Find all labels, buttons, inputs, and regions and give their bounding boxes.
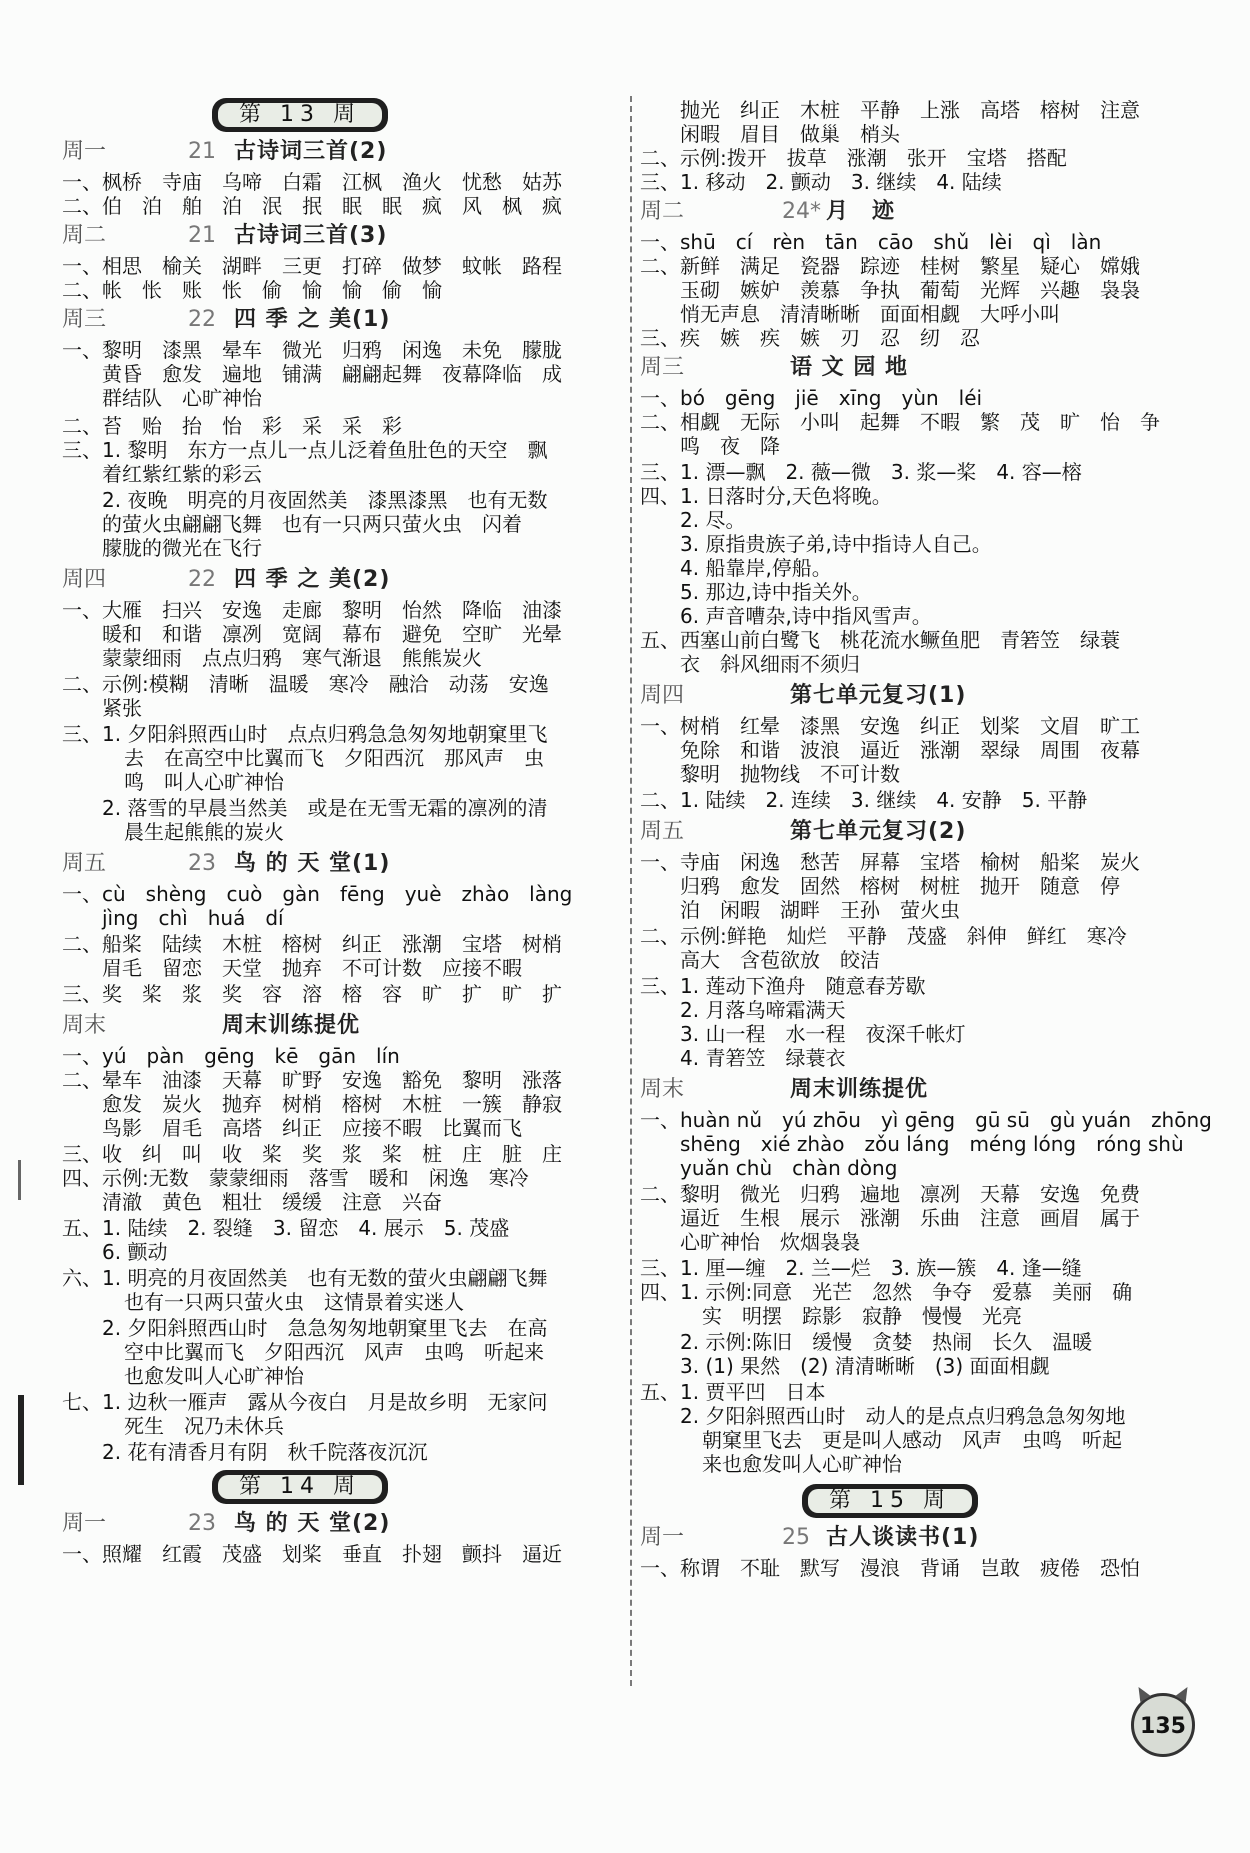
answer-line: 朦胧的微光在飞行 bbox=[102, 536, 262, 560]
answer-line: 三、1. 莲动下渔舟 随意春芳歇 bbox=[640, 974, 926, 998]
answer-line: 2. 月落乌啼霜满天 bbox=[680, 998, 846, 1022]
week-title: 第 13 周 bbox=[218, 103, 382, 127]
answer-line: 一、称谓 不耻 默写 漫浪 背诵 岂敢 疲倦 恐怕 bbox=[640, 1556, 1140, 1580]
answer-line: 二、伯 泊 舶 泊 泯 抿 眠 眠 疯 风 枫 疯 bbox=[62, 194, 562, 218]
answer-line: 悄无声息 清清晰晰 面面相觑 大呼小叫 bbox=[680, 302, 1060, 326]
answer-line: 实 明摆 踪影 寂静 慢慢 光亮 bbox=[702, 1304, 1022, 1328]
answer-line: 一、树梢 红晕 漆黑 安逸 纠正 划桨 文眉 旷工 bbox=[640, 714, 1140, 738]
day-name: 周五 bbox=[62, 851, 107, 876]
answer-line: 3. (1) 果然 (2) 清清晰晰 (3) 面面相觑 bbox=[680, 1354, 1050, 1378]
lesson-title: 第七单元复习(2) bbox=[790, 819, 967, 844]
answer-line: 一、yú pàn gēng kē gān lín bbox=[62, 1044, 400, 1068]
page-number-badge bbox=[1131, 1693, 1195, 1757]
answer-line: 玉砌 嫉妒 羡慕 争执 葡萄 光辉 兴趣 袅袅 bbox=[680, 278, 1140, 302]
lesson-title: 古人谈读书(1) bbox=[826, 1525, 980, 1550]
answer-line: jìng chì huá dí bbox=[102, 906, 284, 930]
answer-line: 一、shū cí rèn tān cāo shǔ lèi qì làn bbox=[640, 230, 1102, 254]
week-banner bbox=[802, 1484, 978, 1518]
day-name: 周四 bbox=[640, 683, 685, 708]
binding-mark bbox=[18, 1395, 24, 1485]
answer-line: 四、1. 示例:同意 光芒 忽然 争夺 爱慕 美丽 确 bbox=[640, 1280, 1133, 1304]
lesson-title: 古诗词三首(3) bbox=[234, 223, 388, 248]
answer-line: 一、大雁 扫兴 安逸 走廊 黎明 怡然 降临 油漆 bbox=[62, 598, 562, 622]
day-name: 周二 bbox=[640, 199, 685, 224]
answer-line: 朝窠里飞去 更是叫人感动 风声 虫鸣 听起 bbox=[702, 1428, 1122, 1452]
answer-line: 二、1. 陆续 2. 连续 3. 继续 4. 安静 5. 平静 bbox=[640, 788, 1088, 812]
lesson-title: 月 迹 bbox=[826, 199, 896, 224]
answer-line: 也愈发叫人心旷神怡 bbox=[124, 1364, 304, 1388]
answer-line: 暖和 和谐 凛冽 宽阔 幕布 避免 空旷 光晕 bbox=[102, 622, 562, 646]
answer-line: 去 在高空中比翼而飞 夕阳西沉 那风声 虫 bbox=[124, 746, 544, 770]
answer-line: 2. 尽。 bbox=[680, 508, 746, 532]
answer-line: 死生 况乃未休兵 bbox=[124, 1414, 284, 1438]
answer-line: 2. 花有清香月有阴 秋千院落夜沉沉 bbox=[102, 1440, 428, 1464]
lesson-title: 四 季 之 美(2) bbox=[234, 567, 391, 592]
answer-line: 三、疾 嫉 疾 嫉 刃 忍 纫 忍 bbox=[640, 326, 980, 350]
day-name: 周五 bbox=[640, 819, 685, 844]
answer-line: 一、huàn nǔ yú zhōu yì gēng gū sū gù yuán zhōng bbox=[640, 1108, 1212, 1132]
week-title: 第 15 周 bbox=[808, 1489, 972, 1513]
answer-line: 二、示例:鲜艳 灿烂 平静 茂盛 斜伸 鲜红 寒冷 bbox=[640, 924, 1127, 948]
answer-line: 二、示例:拨开 拔草 涨潮 张开 宝塔 搭配 bbox=[640, 146, 1067, 170]
answer-line: 闲暇 眉目 做巢 梢头 bbox=[680, 122, 900, 146]
answer-line: 5. 那边,诗中指关外。 bbox=[680, 580, 872, 604]
answer-line: 3. 原指贵族子弟,诗中指诗人自己。 bbox=[680, 532, 992, 556]
answer-line: 三、收 纠 叫 收 桨 奖 浆 桨 桩 庄 脏 庄 bbox=[62, 1142, 562, 1166]
lesson-number: 23 bbox=[188, 851, 216, 876]
answer-line: 二、黎明 微光 归鸦 遍地 凛冽 天幕 安逸 免费 bbox=[640, 1182, 1140, 1206]
answer-line: 二、相觑 无际 小叫 起舞 不暇 繁 茂 旷 怡 争 bbox=[640, 410, 1160, 434]
answer-line: 六、1. 明亮的月夜固然美 也有无数的萤火虫翩翩飞舞 bbox=[62, 1266, 548, 1290]
week-banner bbox=[212, 98, 388, 132]
day-name: 周一 bbox=[62, 1511, 107, 1536]
answer-line: 一、cù shèng cuò gàn fēng yuè zhào làng bbox=[62, 882, 573, 906]
lesson-title: 第七单元复习(1) bbox=[790, 683, 967, 708]
answer-line: 泊 闲暇 湖畔 王孙 萤火虫 bbox=[680, 898, 960, 922]
lesson-number: 21 bbox=[188, 223, 216, 248]
answer-line: 抛光 纠正 木桩 平静 上涨 高塔 榕树 注意 bbox=[680, 98, 1140, 122]
lesson-number: 23 bbox=[188, 1511, 216, 1536]
answer-line: 群结队 心旷神怡 bbox=[102, 386, 262, 410]
answer-line: 归鸦 愈发 固然 榕树 树桩 抛开 随意 停 bbox=[680, 874, 1120, 898]
binding-mark bbox=[18, 1160, 21, 1200]
day-name: 周四 bbox=[62, 567, 107, 592]
answer-line: 一、枫桥 寺庙 乌啼 白霜 江枫 渔火 忧愁 姑苏 bbox=[62, 170, 562, 194]
answer-line: 2. 夜晚 明亮的月夜固然美 漆黑漆黑 也有无数 bbox=[102, 488, 548, 512]
lesson-number: 21 bbox=[188, 139, 216, 164]
answer-line: 七、1. 边秋一雁声 露从今夜白 月是故乡明 无家问 bbox=[62, 1390, 548, 1414]
answer-line: 眉毛 留恋 天堂 抛弃 不可计数 应接不暇 bbox=[102, 956, 522, 980]
answer-line: 一、寺庙 闲逸 愁苦 屏幕 宝塔 榆树 船桨 炭火 bbox=[640, 850, 1140, 874]
week-title: 第 14 周 bbox=[218, 1475, 382, 1499]
answer-line: 五、1. 贾平凹 日本 bbox=[640, 1380, 826, 1404]
answer-line: 免除 和谐 波浪 逼近 涨潮 翠绿 周围 夜幕 bbox=[680, 738, 1140, 762]
day-name: 周三 bbox=[62, 307, 107, 332]
answer-line: 清澈 黄色 粗壮 缓缓 注意 兴奋 bbox=[102, 1190, 442, 1214]
lesson-title: 古诗词三首(2) bbox=[234, 139, 388, 164]
column-divider bbox=[630, 96, 633, 1686]
answer-line: 四、示例:无数 蒙蒙细雨 落雪 暖和 闲逸 寒冷 bbox=[62, 1166, 529, 1190]
answer-line: 6. 声音嘈杂,诗中指风雪声。 bbox=[680, 604, 932, 628]
answer-line: 二、晕车 油漆 天幕 旷野 安逸 豁免 黎明 涨落 bbox=[62, 1068, 562, 1092]
lesson-number: 24* bbox=[782, 199, 821, 224]
lesson-number: 22 bbox=[188, 567, 216, 592]
answer-line: 三、1. 漂—飘 2. 薇—微 3. 浆—桨 4. 容—榕 bbox=[640, 460, 1082, 484]
answer-line: 三、1. 移动 2. 颤动 3. 继续 4. 陆续 bbox=[640, 170, 1002, 194]
page-number: 135 bbox=[1140, 1714, 1186, 1739]
lesson-title: 周末训练提优 bbox=[790, 1077, 929, 1102]
answer-line: yuǎn chù chàn dòng bbox=[680, 1156, 898, 1180]
answer-line: 二、示例:模糊 清晰 温暖 寒冷 融洽 动荡 安逸 bbox=[62, 672, 549, 696]
lesson-title: 语 文 园 地 bbox=[790, 355, 908, 380]
week-banner bbox=[212, 1470, 388, 1504]
day-name: 周一 bbox=[640, 1525, 685, 1550]
answer-line: 蒙蒙细雨 点点归鸦 寒气渐退 熊熊炭火 bbox=[102, 646, 482, 670]
answer-line: 愈发 炭火 抛弃 树梢 榕树 木桩 一簇 静寂 bbox=[102, 1092, 562, 1116]
day-name: 周末 bbox=[640, 1077, 685, 1102]
answer-line: 二、船桨 陆续 木桩 榕树 纠正 涨潮 宝塔 树梢 bbox=[62, 932, 562, 956]
answer-line: 二、苔 贻 抬 怡 彩 采 采 彩 bbox=[62, 414, 402, 438]
answer-line: 鸟影 眉毛 高塔 纠正 应接不暇 比翼而飞 bbox=[102, 1116, 522, 1140]
answer-line: 4. 船靠岸,停船。 bbox=[680, 556, 832, 580]
answer-line: 三、1. 夕阳斜照西山时 点点归鸦急急匆匆地朝窠里飞 bbox=[62, 722, 548, 746]
day-name: 周末 bbox=[62, 1013, 107, 1038]
answer-line: 2. 夕阳斜照西山时 急急匆匆地朝窠里飞去 在高 bbox=[102, 1316, 548, 1340]
answer-line: 心旷神怡 炊烟袅袅 bbox=[680, 1230, 860, 1254]
answer-line: 黎明 抛物线 不可计数 bbox=[680, 762, 900, 786]
answer-line: 三、1. 黎明 东方一点儿一点儿泛着鱼肚色的天空 飘 bbox=[62, 438, 548, 462]
answer-line: 衣 斜风细雨不须归 bbox=[680, 652, 860, 676]
answer-line: 鸣 叫人心旷神怡 bbox=[124, 770, 284, 794]
answer-line: 一、黎明 漆黑 晕车 微光 归鸦 闲逸 未免 朦胧 bbox=[62, 338, 562, 362]
answer-line: 2. 夕阳斜照西山时 动人的是点点归鸦急急匆匆地 bbox=[680, 1404, 1126, 1428]
day-name: 周二 bbox=[62, 223, 107, 248]
answer-line: 6. 颤动 bbox=[102, 1240, 168, 1264]
answer-line: 高大 含苞欲放 皎洁 bbox=[680, 948, 880, 972]
answer-line: 三、奖 桨 浆 奖 容 溶 榕 容 旷 扩 旷 扩 bbox=[62, 982, 562, 1006]
answer-line: 二、帐 怅 账 怅 偷 愉 愉 偷 愉 bbox=[62, 278, 442, 302]
answer-line: 2. 落雪的早晨当然美 或是在无雪无霜的凛冽的清 bbox=[102, 796, 548, 820]
badge-horn-left bbox=[1133, 1684, 1150, 1702]
lesson-title: 周末训练提优 bbox=[222, 1013, 361, 1038]
day-name: 周三 bbox=[640, 355, 685, 380]
badge-horn-right bbox=[1175, 1684, 1192, 1702]
answer-line: 2. 示例:陈旧 缓慢 贪婪 热闹 长久 温暖 bbox=[680, 1330, 1093, 1354]
lesson-title: 四 季 之 美(1) bbox=[234, 307, 391, 332]
day-name: 周一 bbox=[62, 139, 107, 164]
answer-line: 4. 青箬笠 绿蓑衣 bbox=[680, 1046, 846, 1070]
answer-line: 来也愈发叫人心旷神怡 bbox=[702, 1452, 902, 1476]
answer-line: 3. 山一程 水一程 夜深千帐灯 bbox=[680, 1022, 966, 1046]
answer-line: 的萤火虫翩翩飞舞 也有一只两只萤火虫 闪着 bbox=[102, 512, 522, 536]
answer-line: 五、1. 陆续 2. 裂缝 3. 留恋 4. 展示 5. 茂盛 bbox=[62, 1216, 510, 1240]
answer-line: 一、相思 榆关 湖畔 三更 打碎 做梦 蚊帐 路程 bbox=[62, 254, 562, 278]
lesson-title: 鸟 的 天 堂(1) bbox=[234, 851, 391, 876]
lesson-number: 25 bbox=[782, 1525, 810, 1550]
answer-line: 五、西塞山前白鹭飞 桃花流水鳜鱼肥 青箬笠 绿蓑 bbox=[640, 628, 1120, 652]
answer-line: 四、1. 日落时分,天色将晚。 bbox=[640, 484, 892, 508]
answer-line: 一、照耀 红霞 茂盛 划桨 垂直 扑翅 颤抖 逼近 bbox=[62, 1542, 562, 1566]
answer-line: shēng xié zhào zǒu láng méng lóng róng shù bbox=[680, 1132, 1184, 1156]
answer-line: 晨生起熊熊的炭火 bbox=[124, 820, 284, 844]
answer-line: 逼近 生根 展示 涨潮 乐曲 注意 画眉 属于 bbox=[680, 1206, 1140, 1230]
answer-line: 着红紫红紫的彩云 bbox=[102, 462, 262, 486]
lesson-number: 22 bbox=[188, 307, 216, 332]
answer-line: 空中比翼而飞 夕阳西沉 风声 虫鸣 听起来 bbox=[124, 1340, 544, 1364]
answer-line: 二、新鲜 满足 瓷器 踪迹 桂树 繁星 疑心 嫦娥 bbox=[640, 254, 1140, 278]
answer-line: 紧张 bbox=[102, 696, 142, 720]
answer-line: 三、1. 厘—缠 2. 兰—烂 3. 族—簇 4. 逢—缝 bbox=[640, 1256, 1082, 1280]
answer-line: 黄昏 愈发 遍地 铺满 翩翩起舞 夜幕降临 成 bbox=[102, 362, 562, 386]
answer-line: 鸣 夜 降 bbox=[680, 434, 780, 458]
lesson-title: 鸟 的 天 堂(2) bbox=[234, 1511, 391, 1536]
answer-line: 也有一只两只萤火虫 这情景着实迷人 bbox=[124, 1290, 464, 1314]
answer-line: 一、bó gēng jiē xīng yùn léi bbox=[640, 386, 983, 410]
